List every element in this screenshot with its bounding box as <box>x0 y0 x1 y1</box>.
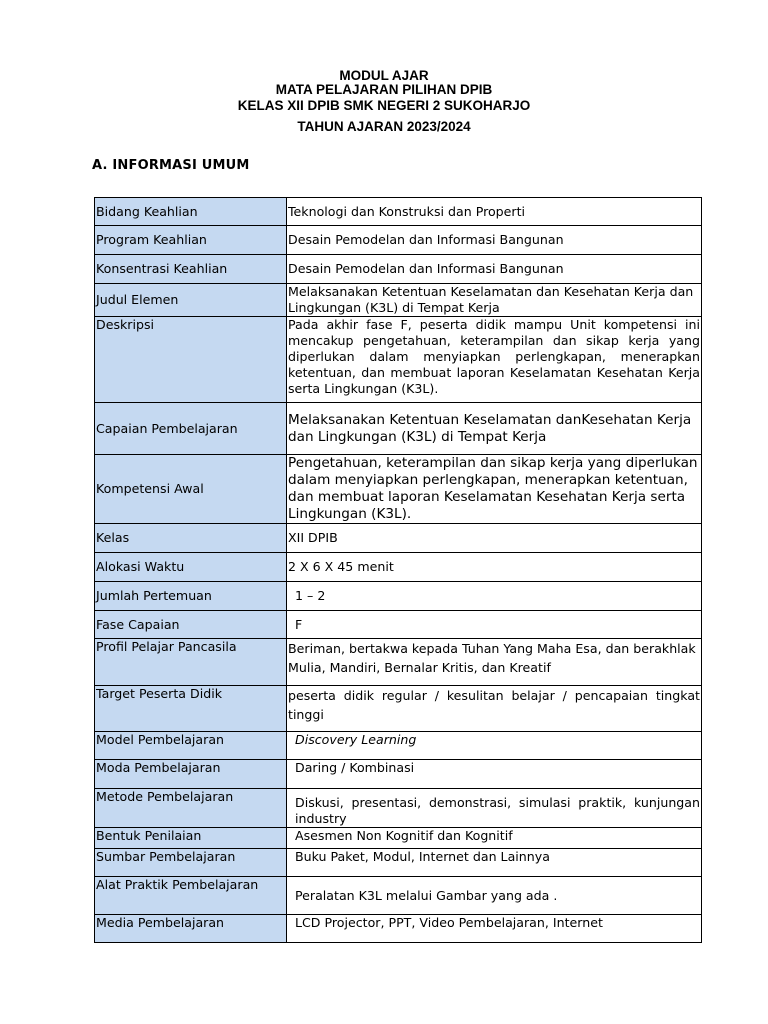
row-label: Alat Praktik Pembelajaran <box>95 877 287 915</box>
section-heading: A. INFORMASI UMUM <box>92 158 250 173</box>
row-label: Bidang Keahlian <box>95 198 287 226</box>
table-row <box>95 226 702 255</box>
table-row <box>95 828 702 849</box>
row-value: Buku Paket, Modul, Internet dan Lainnya <box>287 849 702 877</box>
table-row <box>95 849 702 877</box>
table-row <box>95 524 702 553</box>
table-row <box>95 317 702 403</box>
row-label: Jumlah Pertemuan <box>95 582 287 611</box>
table-row <box>95 877 702 915</box>
row-label: Deskripsi <box>95 317 287 403</box>
row-label: Konsentrasi Keahlian <box>95 255 287 284</box>
row-value: LCD Projector, PPT, Video Pembelajaran, Internet <box>287 915 702 943</box>
row-label: Profil Pelajar Pancasila <box>95 639 287 686</box>
table-row <box>95 403 702 455</box>
row-label: Kompetensi Awal <box>95 455 287 524</box>
row-label: Sumbar Pembelajaran <box>95 849 287 877</box>
row-value: Asesmen Non Kognitif dan Kognitif <box>287 828 702 849</box>
general-info-table <box>94 197 702 943</box>
row-value: Beriman, bertakwa kepada Tuhan Yang Maha Esa, dan berakhlak Mulia, Mandiri, Bernalar Kritis, dan Kreatif <box>287 639 702 686</box>
row-label: Bentuk Penilaian <box>95 828 287 849</box>
row-label: Moda Pembelajaran <box>95 760 287 789</box>
row-value: Melaksanakan Ketentuan Keselamatan dan Kesehatan Kerja dan Lingkungan (K3L) di Tempat Kerja <box>287 284 702 317</box>
table-row <box>95 639 702 686</box>
row-value: Discovery Learning <box>287 732 702 760</box>
row-label: Alokasi Waktu <box>95 553 287 582</box>
subject-title: MATA PELAJARAN PILIHAN DPIB <box>275 82 493 97</box>
row-value: Desain Pemodelan dan Informasi Bangunan <box>287 226 702 255</box>
row-label: Program Keahlian <box>95 226 287 255</box>
row-value: XII DPIB <box>287 524 702 553</box>
row-value: 2 X 6 X 45 menit <box>287 553 702 582</box>
row-label: Metode Pembelajaran <box>95 789 287 828</box>
class-school-title: KELAS XII DPIB SMK NEGERI 2 SUKOHARJO <box>237 98 531 113</box>
row-value: Peralatan K3L melalui Gambar yang ada . <box>287 877 702 915</box>
row-label: Target Peserta Didik <box>95 686 287 732</box>
module-title: MODUL AJAR <box>339 68 429 83</box>
table-row <box>95 732 702 760</box>
table-row <box>95 789 702 828</box>
row-value: peserta didik regular / kesulitan belajar / pencapaian tingkat tinggi <box>287 686 702 732</box>
table-row <box>95 255 702 284</box>
table-row <box>95 455 702 524</box>
row-value: Pengetahuan, keterampilan dan sikap kerja yang diperlukan dalam menyiapkan perlengkapan, menerapkan ketentuan, dan membuat laporan Keselamatan Kesehatan Kerja serta Lingkungan (K3L). <box>287 455 702 524</box>
table-row <box>95 915 702 943</box>
table-row <box>95 198 702 226</box>
table-row <box>95 760 702 789</box>
table-row <box>95 284 702 317</box>
row-label: Model Pembelajaran <box>95 732 287 760</box>
row-label: Kelas <box>95 524 287 553</box>
row-value: Pada akhir fase F, peserta didik mampu Unit kompetensi ini mencakup pengetahuan, keterampilan dan sikap kerja yang diperlukan dalam menyiapkan perlengkapan, menerapkan ketentuan, dan membuat laporan Keselamatan Kesehatan Kerja serta Lingkungan (K3L). <box>287 317 702 403</box>
row-value: Daring / Kombinasi <box>287 760 702 789</box>
table-row <box>95 582 702 611</box>
table-row <box>95 611 702 639</box>
row-value: Teknologi dan Konstruksi dan Properti <box>287 198 702 226</box>
row-label: Capaian Pembelajaran <box>95 403 287 455</box>
row-label: Judul Elemen <box>95 284 287 317</box>
row-value: Diskusi, presentasi, demonstrasi, simulasi praktik, kunjungan industry <box>287 789 702 828</box>
row-value: Melaksanakan Ketentuan Keselamatan danKesehatan Kerja dan Lingkungan (K3L) di Tempat Kerja <box>287 403 702 455</box>
table-row <box>95 553 702 582</box>
row-value: F <box>287 611 702 639</box>
row-value: 1 – 2 <box>287 582 702 611</box>
row-value: Desain Pemodelan dan Informasi Bangunan <box>287 255 702 284</box>
row-label: Fase Capaian <box>95 611 287 639</box>
table-row <box>95 686 702 732</box>
row-label: Media Pembelajaran <box>95 915 287 943</box>
academic-year-title: TAHUN AJARAN 2023/2024 <box>297 119 471 134</box>
